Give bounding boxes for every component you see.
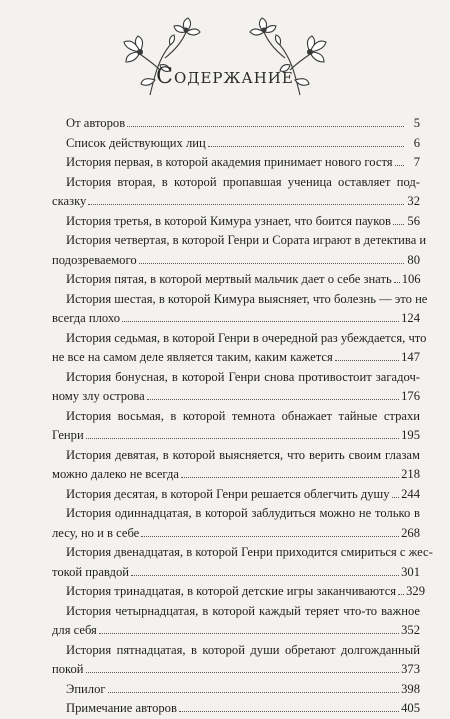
toc-entry[interactable] [52, 114, 420, 134]
dot-leader [395, 165, 404, 166]
dot-leader [88, 204, 404, 205]
dot-leader [181, 477, 399, 478]
toc-page-number: 176 [401, 389, 420, 403]
dot-leader [392, 497, 400, 498]
dot-leader [208, 146, 404, 147]
toc-entry[interactable] [52, 543, 433, 582]
toc-page-number: 301 [401, 564, 420, 579]
toc-entry-title: История четырнадцатая, в которой каждый теряет что-то важное [66, 603, 420, 618]
toc-entry-title: История первая, в которой академия принимает нового гостя [66, 155, 393, 169]
dot-leader [179, 711, 399, 712]
toc-entry[interactable] [52, 446, 420, 485]
toc-entry[interactable] [52, 680, 420, 700]
toc-page-number: 398 [401, 681, 420, 696]
toc-entry-title: История шестая, в которой Кимура выясняет, что болезнь — это не [66, 291, 428, 306]
toc-entry-title-continued: всегда плохо [52, 311, 121, 325]
page-title: Содержание [156, 64, 294, 89]
toc-entry-title: История седьмая, в которой Генри в очередной раз убеждается, что [66, 330, 427, 345]
toc-entry-title: Список действующих лиц [66, 135, 206, 150]
toc-entry-title-continued: Генри [52, 428, 84, 442]
toc-entry-title-continued: ному злу острова [52, 389, 145, 403]
floral-ornament-icon [0, 0, 450, 110]
toc-entry[interactable] [52, 602, 420, 641]
toc-entry[interactable] [52, 329, 427, 368]
toc-entry[interactable] [52, 290, 428, 329]
toc-entry-title: История одиннадцатая, в которой заблудиться можно не только в [66, 506, 420, 520]
toc-page-number: 268 [401, 525, 420, 540]
toc-entry-title-continued: сказку [52, 194, 87, 208]
toc-entry-title-continued: лесу, но и в себе [52, 525, 140, 540]
toc-page-number: 6 [413, 135, 420, 150]
toc-page-number: 56 [407, 213, 420, 228]
toc-page-number: 195 [401, 428, 420, 442]
toc-entry[interactable] [52, 504, 420, 543]
toc-entry-title: История пятнадцатая, в которой души обретают долгожданный [66, 642, 420, 657]
toc-entry-title: История двенадцатая, в которой Генри приходится смириться с жес- [66, 545, 433, 559]
toc-page-number: 244 [401, 486, 420, 501]
toc-entry-title: История четвертая, в которой Генри и Сората играют в детектива и [66, 233, 427, 247]
header-ornament [0, 0, 450, 110]
toc-entry-title: История тринадцатая, в которой детские игры заканчиваются [66, 584, 397, 598]
toc-entry[interactable] [52, 270, 420, 290]
toc-entry-title: История девятая, в которой выясняется, что верить своим глазам [66, 447, 420, 462]
toc-page-number: 124 [401, 311, 420, 325]
dot-leader [394, 282, 400, 283]
toc-entry[interactable] [52, 485, 420, 505]
toc-page-number: 405 [401, 701, 420, 715]
toc-page-number: 329 [406, 584, 425, 598]
toc-entry[interactable] [52, 641, 420, 680]
toc-entry-title: История вторая, в которой пропавшая ученица оставляет под- [66, 174, 420, 189]
toc-entry-title: От авторов [66, 116, 126, 130]
toc-page-number: 7 [413, 155, 420, 169]
toc-entry-title-continued: покой [52, 662, 84, 676]
dot-leader [99, 633, 399, 634]
toc-page-number: 147 [401, 350, 420, 364]
toc-entry[interactable] [52, 153, 420, 173]
toc-page-number: 80 [407, 252, 420, 267]
toc-entry[interactable] [52, 134, 420, 154]
dot-leader [108, 692, 400, 693]
toc-entry-title: История третья, в которой Кимура узнает, что боится пауков [66, 213, 391, 228]
toc-entry-title: Примечание авторов [66, 701, 177, 715]
toc-entry[interactable] [52, 173, 420, 212]
toc-page-number: 32 [407, 194, 420, 208]
toc-entry[interactable] [52, 407, 420, 446]
dot-leader [335, 360, 399, 361]
toc-entry[interactable] [52, 699, 420, 719]
toc-entry-title-continued: токой правдой [52, 564, 130, 579]
dot-leader [127, 126, 404, 127]
toc-page-number: 373 [401, 662, 420, 676]
dot-leader [141, 536, 399, 537]
table-of-contents [52, 114, 433, 719]
toc-entry[interactable] [52, 231, 427, 270]
toc-entry-title-continued: не все на самом деле является таким, каким кажется [52, 350, 333, 364]
dot-leader [147, 399, 399, 400]
toc-entry-title: История восьмая, в которой темнота обнажает тайные страхи [66, 408, 420, 423]
toc-page-number: 5 [413, 116, 420, 130]
dot-leader [122, 321, 399, 322]
toc-page-number: 106 [401, 272, 421, 286]
dot-leader [86, 438, 399, 439]
dot-leader [398, 594, 404, 595]
toc-entry-title: История бонусная, в которой Генри снова противостоит загадоч- [66, 369, 420, 384]
toc-entry[interactable] [52, 212, 420, 232]
toc-entry-title: Эпилог [66, 681, 106, 696]
toc-entry-title-continued: можно далеко не всегда [52, 467, 179, 481]
toc-entry[interactable] [52, 368, 420, 407]
toc-entry[interactable] [52, 582, 425, 602]
dot-leader [131, 575, 399, 576]
dot-leader [139, 263, 404, 264]
dot-leader [393, 224, 404, 225]
toc-entry-title-continued: подозреваемого [52, 252, 137, 267]
toc-entry-title: История пятая, в которой мертвый мальчик дает о себе знать [66, 272, 392, 286]
toc-page-number: 218 [401, 467, 420, 481]
toc-entry-title-continued: для себя [52, 623, 97, 637]
toc-entry-title: История десятая, в которой Генри решается облегчить душу [66, 486, 390, 501]
dot-leader [86, 672, 400, 673]
toc-page-number: 352 [401, 623, 420, 637]
